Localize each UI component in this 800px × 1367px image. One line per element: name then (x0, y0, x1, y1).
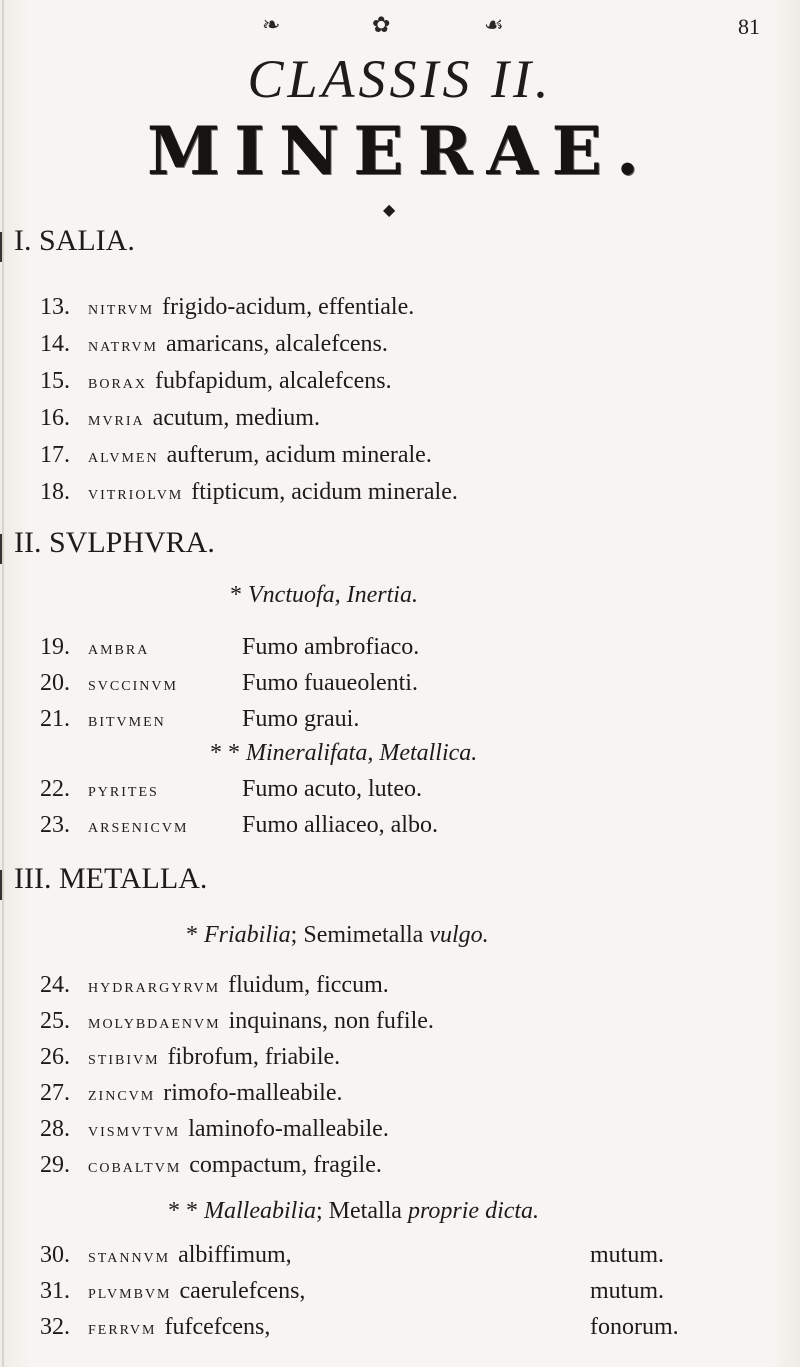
subgroup-label-tail: proprie dicta. (407, 1198, 540, 1224)
item-description: fluidum, ficcum. (228, 972, 389, 998)
subgroup-label: Vnctuofa, Inertia. (248, 582, 418, 608)
divider-dot: ◆ (383, 202, 396, 219)
item-description: caerulefcens, (179, 1278, 306, 1304)
item-term: arsenicvm (88, 815, 189, 837)
item-description: Fumo alliaceo, albo. (242, 812, 438, 838)
list-item (40, 479, 458, 506)
asterisk-mark: * * (168, 1198, 198, 1224)
subgroup-heading (168, 1198, 539, 1225)
page-edge (2, 0, 4, 1367)
list-item (40, 972, 389, 999)
item-term: mvria (88, 408, 145, 430)
subgroup-label: Friabilia (204, 922, 291, 948)
item-term: alvmen (88, 445, 159, 467)
section-heading-salia: I. SALIA. (14, 224, 135, 257)
item-description: laminofo-malleabile. (188, 1116, 389, 1142)
subgroup-label-rest: ; Semimetalla (290, 922, 424, 948)
ornament-left-icon: ❧ (262, 12, 281, 37)
list-item (40, 670, 418, 697)
page-number: 81 (738, 14, 760, 39)
item-number: 31. (40, 1278, 70, 1304)
item-description: Fumo fuaueolenti. (242, 670, 418, 696)
list-item (40, 1008, 434, 1035)
item-description: inquinans, non fufile. (228, 1008, 434, 1034)
list-item (40, 405, 320, 432)
item-number: 27. (40, 1080, 70, 1106)
page-title: CLASSIS II. (247, 49, 553, 109)
asterisk-mark: * * (210, 740, 240, 766)
item-description: albiffimum, (178, 1242, 292, 1268)
list-item (40, 634, 419, 661)
item-description: fufcefcens, (164, 1314, 271, 1340)
list-item (40, 331, 388, 358)
item-description: acutum, medium. (152, 405, 320, 431)
item-term: pyrites (88, 779, 159, 801)
list-item (40, 442, 432, 469)
item-number: 22. (40, 776, 70, 802)
item-number: 23. (40, 812, 70, 838)
list-item (40, 1152, 382, 1179)
item-term: bitvmen (88, 709, 166, 731)
subgroup-label: Malleabilia (204, 1198, 316, 1224)
item-description: Fumo graui. (242, 706, 360, 732)
table-row (40, 1314, 679, 1341)
item-sound: mutum. (590, 1278, 665, 1304)
list-item (40, 1044, 340, 1071)
item-number: 28. (40, 1116, 70, 1142)
subgroup-label-tail: vulgo. (429, 922, 489, 948)
item-number: 26. (40, 1044, 70, 1070)
item-term: molybdaenvm (88, 1011, 221, 1033)
list-item (40, 368, 392, 395)
list-item (40, 706, 359, 733)
subgroup-heading (230, 582, 418, 609)
item-number: 15. (40, 368, 70, 394)
table-row (40, 1242, 665, 1269)
item-sound: mutum. (590, 1242, 665, 1268)
item-description: compactum, fragile. (189, 1152, 382, 1178)
item-number: 17. (40, 442, 70, 468)
item-description: amaricans, alcalefcens. (166, 331, 388, 357)
item-term: natrvm (88, 334, 158, 356)
item-number: 30. (40, 1242, 70, 1268)
page-subtitle: MINERAE. (147, 112, 653, 190)
subgroup-label-rest: ; Metalla (315, 1198, 402, 1224)
section-bracket (0, 232, 8, 262)
item-term: stannvm (88, 1245, 171, 1267)
list-item (40, 776, 422, 803)
ornament-center-icon: ✿ (372, 12, 391, 37)
item-term: ferrvm (88, 1317, 157, 1339)
item-term: hydrargyrvm (88, 975, 221, 997)
item-description: fubfapidum, alcalefcens. (155, 368, 392, 394)
item-number: 24. (40, 972, 70, 998)
item-term: plvmbvm (88, 1281, 172, 1303)
item-term: cobaltvm (88, 1155, 182, 1177)
item-term: vismvtvm (88, 1119, 181, 1141)
list-item (40, 1080, 343, 1107)
item-term: borax (88, 371, 148, 393)
item-description: aufterum, acidum minerale. (166, 442, 432, 468)
item-description: rimofo-malleabile. (163, 1080, 343, 1106)
asterisk-mark: * (230, 582, 242, 608)
item-term: ambra (88, 637, 150, 659)
item-number: 13. (40, 294, 70, 320)
item-number: 32. (40, 1314, 70, 1340)
item-description: frigido-acidum, effentiale. (162, 294, 415, 320)
item-term: zincvm (88, 1083, 156, 1105)
section-heading-metalla: III. METALLA. (14, 862, 208, 895)
item-number: 21. (40, 706, 70, 732)
header-ornaments (0, 12, 800, 42)
item-number: 16. (40, 405, 70, 431)
list-item (40, 812, 438, 839)
item-number: 19. (40, 634, 70, 660)
asterisk-mark: * (186, 922, 198, 948)
subgroup-label: Mineralifata, Metallica. (246, 740, 478, 766)
subgroup-heading (186, 922, 489, 949)
item-number: 25. (40, 1008, 70, 1034)
section-bracket (0, 870, 8, 900)
section-heading-svlphvra: II. SVLPHVRA. (14, 526, 215, 559)
item-description: fibrofum, friabile. (167, 1044, 341, 1070)
item-term: svccinvm (88, 673, 178, 695)
item-number: 14. (40, 331, 70, 357)
item-term: vitriolvm (88, 482, 184, 504)
list-item (40, 294, 414, 321)
section-bracket (0, 534, 8, 564)
item-term: stibivm (88, 1047, 160, 1069)
item-description: Fumo acuto, luteo. (242, 776, 422, 802)
item-term: nitrvm (88, 297, 155, 319)
table-row (40, 1278, 665, 1305)
subgroup-heading (210, 740, 477, 767)
item-number: 18. (40, 479, 70, 505)
item-number: 29. (40, 1152, 70, 1178)
item-number: 20. (40, 670, 70, 696)
item-description: Fumo ambrofiaco. (242, 634, 420, 660)
item-description: ftipticum, acidum minerale. (191, 479, 458, 505)
item-sound: fonorum. (590, 1314, 679, 1340)
ornament-right-icon: ☙ (484, 12, 504, 37)
list-item (40, 1116, 389, 1143)
